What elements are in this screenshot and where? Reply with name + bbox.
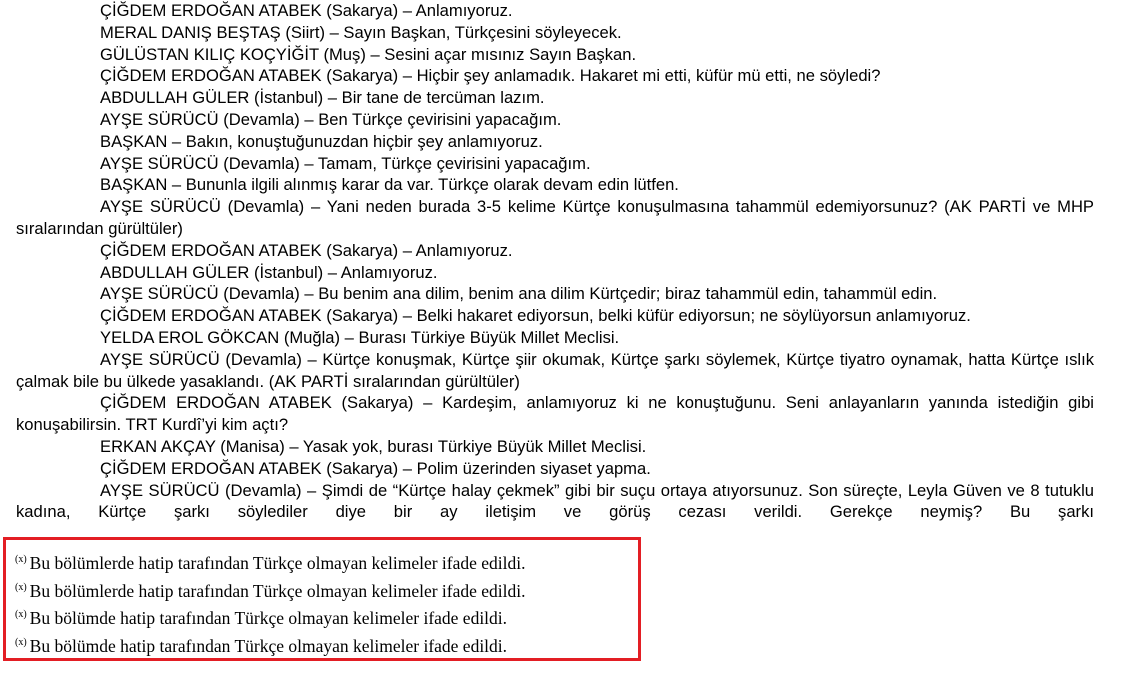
footnote-list: [15, 548, 526, 658]
speech-paragraph: ABDULLAH GÜLER (İstanbul) – Anlamıyoruz.: [100, 262, 438, 282]
transcript-body: [16, 0, 1094, 523]
speech-paragraph: AYŞE SÜRÜCÜ (Devamla) – Ben Türkçe çevirisini yapacağım.: [100, 109, 562, 129]
footnote-item: [15, 603, 526, 631]
footnote-item: [15, 548, 526, 576]
footnote-text: Bu bölümde hatip tarafından Türkçe olmayan kelimeler ifade edildi.: [29, 608, 508, 628]
speech-paragraph: ABDULLAH GÜLER (İstanbul) – Bir tane de tercüman lazım.: [100, 88, 545, 108]
footnotes-highlight-box: [3, 537, 641, 661]
speech-paragraph: BAŞKAN – Bununla ilgili alınmış karar da var. Türkçe olarak devam edin lütfen.: [100, 175, 679, 195]
footnote-item: [15, 576, 526, 604]
speech-paragraph: ÇİĞDEM ERDOĞAN ATABEK (Sakarya) – Hiçbir şey anlamadık. Hakaret mi etti, küfür mü etti, ne söyledi?: [100, 66, 881, 86]
speech-paragraph: ERKAN AKÇAY (Manisa) – Yasak yok, burası Türkiye Büyük Millet Meclisi.: [100, 436, 647, 456]
speech-paragraph-continued: AYŞE SÜRÜCÜ (Devamla) – Şimdi de “Kürtçe halay çekmek” gibi bir suçu ortaya atıyorsunuz. Son süreçte, Leyla Güven ve 8 tutuklu kadına, Kürtçe şarkı söylediler diye bir ay iletişim ve görüş cezası verildi. Gerekçe neymiş? Bu şarkı: [16, 480, 1094, 522]
footnote-text: Bu bölümlerde hatip tarafından Türkçe olmayan kelimeler ifade edildi.: [29, 553, 526, 573]
footnote-marker: (x): [15, 554, 27, 565]
footnote-marker: (x): [15, 636, 27, 648]
speech-paragraph: BAŞKAN – Bakın, konuştuğunuzdan hiçbir şey anlamıyoruz.: [100, 131, 543, 151]
footnote-text: Bu bölümlerde hatip tarafından Türkçe olmayan kelimeler ifade edildi.: [29, 580, 526, 601]
speech-paragraph: GÜLÜSTAN KILIÇ KOÇYİĞİT (Muş) – Sesini açar mısınız Sayın Başkan.: [100, 44, 637, 64]
speech-paragraph: AYŞE SÜRÜCÜ (Devamla) – Yani neden burada 3-5 kelime Kürtçe konuşulmasına tahammül edemiyorsunuz? (AK PARTİ ve MHP sıralarından gürültüler): [16, 197, 1094, 238]
footnote-marker: (x): [15, 609, 27, 620]
speech-paragraph: YELDA EROL GÖKCAN (Muğla) – Burası Türkiye Büyük Millet Meclisi.: [100, 327, 620, 347]
speech-paragraph: AYŞE SÜRÜCÜ (Devamla) – Kürtçe konuşmak, Kürtçe şiir okumak, Kürtçe şarkı söylemek, Kürtçe tiyatro oynamak, hatta Kürtçe ıslık çalmak bile bu ülkede yasaklandı. (AK PARTİ sıralarından gürültüler): [16, 349, 1094, 391]
speech-paragraph: AYŞE SÜRÜCÜ (Devamla) – Tamam, Türkçe çevirisini yapacağım.: [100, 153, 591, 173]
speech-paragraph: ÇİĞDEM ERDOĞAN ATABEK (Sakarya) – Kardeşim, anlamıyoruz ki ne konuştuğunu. Seni anlayanların yanında istediğin gibi konuşabilirsin. TRT Kurdî’yi kim açtı?: [16, 393, 1094, 435]
speech-paragraph: ÇİĞDEM ERDOĞAN ATABEK (Sakarya) – Polim üzerinden siyaset yapma.: [100, 458, 651, 478]
speech-paragraph: ÇİĞDEM ERDOĞAN ATABEK (Sakarya) – Belki hakaret ediyorsun, belki küfür ediyorsun; ne söylüyorsun anlamıyoruz.: [100, 306, 971, 326]
footnote-text: Bu bölümde hatip tarafından Türkçe olmayan kelimeler ifade edildi.: [29, 635, 508, 656]
speech-paragraph: ÇİĞDEM ERDOĞAN ATABEK (Sakarya) – Anlamıyoruz.: [100, 1, 513, 20]
footnote-item: [15, 631, 526, 659]
speech-paragraph: AYŞE SÜRÜCÜ (Devamla) – Bu benim ana dilim, benim ana dilim Kürtçedir; biraz tahammül edin, tahammül edin.: [100, 284, 938, 304]
speech-paragraph: ÇİĞDEM ERDOĞAN ATABEK (Sakarya) – Anlamıyoruz.: [100, 240, 513, 260]
speech-paragraph: MERAL DANIŞ BEŞTAŞ (Siirt) – Sayın Başkan, Türkçesini söyleyecek.: [100, 22, 622, 42]
footnote-marker: (x): [15, 581, 27, 593]
